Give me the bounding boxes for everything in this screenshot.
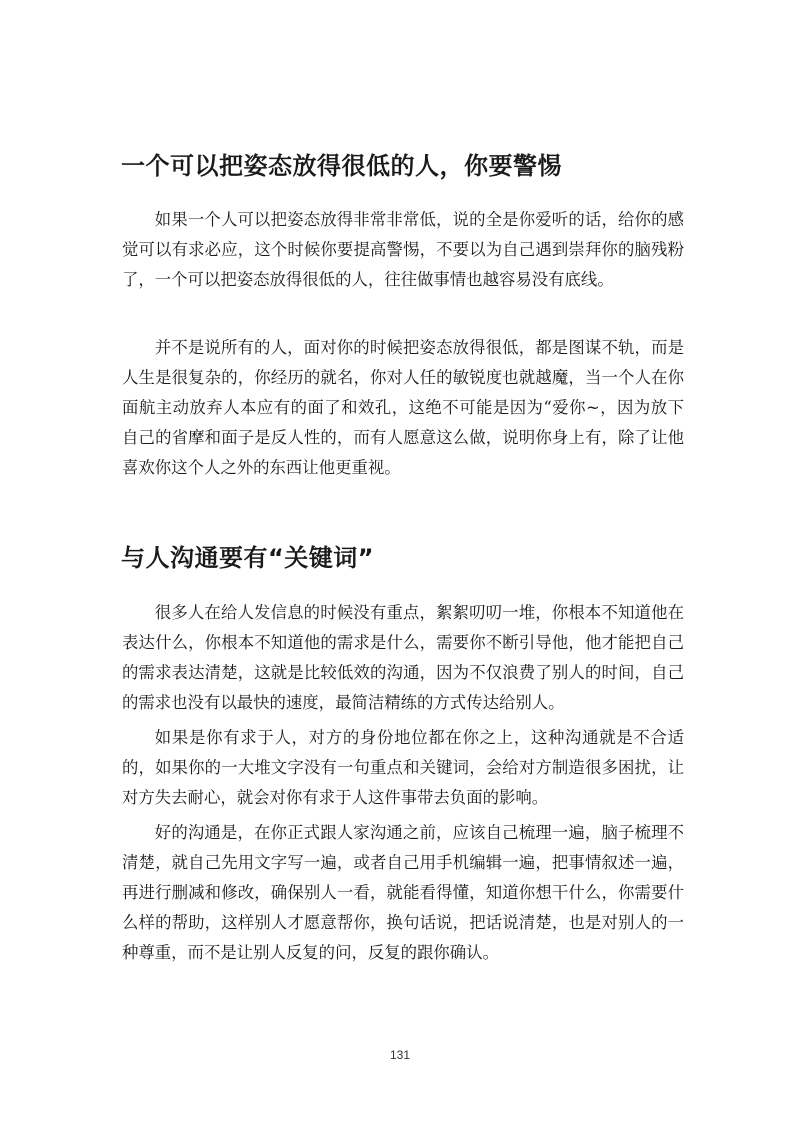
- section-1-paragraph-1: 如果一个人可以把姿态放得非常非常低，说的全是你爱听的话，给你的感觉可以有求必应，这个时候你要提高警惕，不要以为自己遇到崇拜你的脑残粉了，一个可以把姿态放得很低的人，往往做事情也越容易没有底线。: [122, 210, 684, 289]
- section-1-paragraph-2: 并不是说所有的人，面对你的时候把姿态放得很低，都是图谋不轨，而是人生是很复杂的，你经历的就名，你对人任的敏锐度也就越魔，当一个人在你面航主动放弃人本应有的面了和效孔，这绝不可能是因为“爱你~，因为放下自己的省摩和面子是反人性的，而有人愿意这么做，说明你身上有，除了让他喜欢你这个人之外的东西让他更重视。: [122, 338, 684, 477]
- section-2-paragraph-3: 好的沟通是，在你正式跟人家沟通之前，应该自己梳理一遍，脑子梳理不清楚，就自己先用文字写一遍，或者自己用手机编辑一遍，把事情叙述一遍，再进行删减和修改，确保别人一看，就能看得懂，知道你想干什么，你需要什么样的帮助，这样别人才愿意帮你，换句话说，把话说清楚，也是对别人的一种尊重，而不是让别人反复的问，反复的跟你确认。: [122, 823, 684, 962]
- page-number: 131: [389, 1048, 411, 1062]
- section-2-title: 与人沟通要有“关键词”: [121, 544, 375, 572]
- section-1-title: 一个可以把姿态放得很低的人，你要警惕: [121, 152, 562, 180]
- section-2-paragraph-2: 如果是你有求于人，对方的身份地位都在你之上，这种沟通就是不合适的，如果你的一大堆文字没有一句重点和关键词，会给对方制造很多困扰，让对方失去耐心，就会对你有求于人这件事带去负面的影响。: [122, 728, 684, 807]
- section-2-paragraph-1: 很多人在给人发信息的时候没有重点，絮絮叨叨一堆，你根本不知道他在表达什么，你根本不知道他的需求是什么，需要你不断引导他，他才能把自己的需求表达清楚，这就是比较低效的沟通，因为不仅浪费了别人的时间，自己的需求也没有以最快的速度，最简洁精练的方式传达给别人。: [122, 603, 684, 712]
